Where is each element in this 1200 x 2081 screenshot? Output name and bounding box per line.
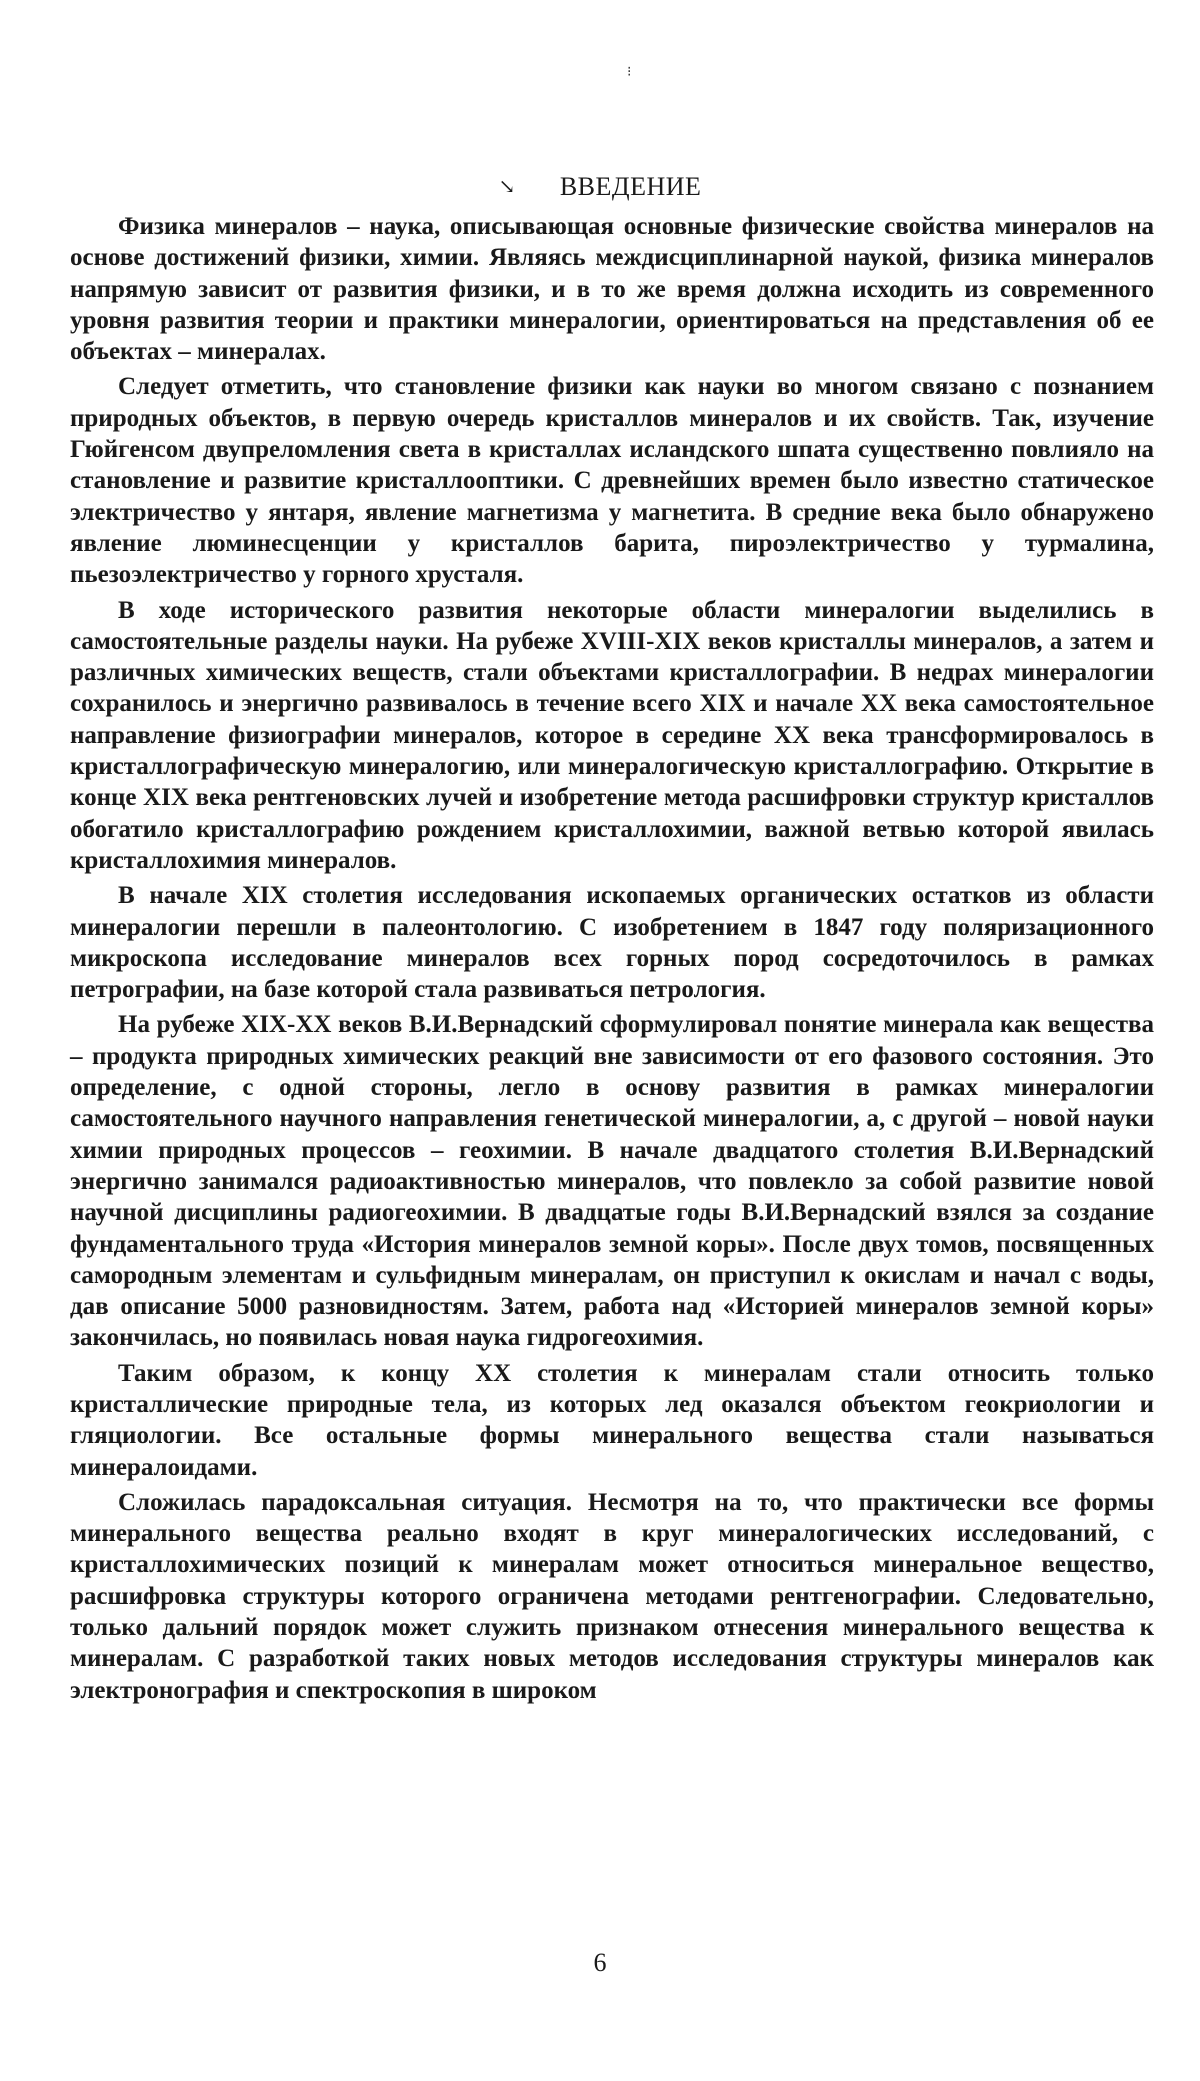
bullet-mark-icon: ↘	[498, 176, 516, 198]
body-text	[70, 211, 1154, 1710]
paragraph-2: Следует отметить, что становление физики как науки во многом связано с познанием природных объектов, в первую очередь кристаллов минералов и их свойств. Так, изучение Гюйгенсом двупреломления света в кристаллах исландского шпата существенно повлияло на становление и развитие кристаллооптики. С древнейших времен было известно статическое электричество у янтаря, явление магнетизма у магнетита. В средние века было обнаружено явление люминесценции у кристаллов барита, пироэлектричество у турмалина, пьезоэлектричество у горного хрусталя.	[70, 373, 1154, 589]
paragraph-4: В начале XIX столетия исследования ископаемых органических остатков из области минералогии перешли в палеонтологию. С изобретением в 1847 году поляризационного микроскопа исследование минералов всех горных пород сосредоточилось в рамках петрографии, на базе которой стала развиваться петрология.	[70, 882, 1154, 1004]
paragraph-3: В ходе исторического развития некоторые области минералогии выделились в самостоятельные разделы науки. На рубеже XVIII-XIX веков кристаллы минералов, а затем и различных химических веществ, стали объектами кристаллографии. В недрах минералогии сохранилось и энергично развивалось в течение всего XIX и начале XX века самостоятельное направление физиографии минералов, которое в середине XX века трансформировалось в кристаллографическую минералогию, или минералогическую кристаллографию. Открытие в конце XIX века рентгеновских лучей и изобретение метода расшифровки структур кристаллов обогатило кристаллографию рождением кристаллохимии, важной ветвью которой явилась кристаллохимия минералов.	[70, 596, 1154, 874]
page-number: 6	[593, 1948, 607, 1977]
heading-text: ВВЕДЕНИЕ	[559, 172, 702, 201]
paragraph-6: Таким образом, к концу XX столетия к минералам стали относить только кристаллические природные тела, из которых лед оказался объектом геокриологии и гляциологии. Все остальные формы минерального вещества стали называться минералоидами.	[70, 1359, 1154, 1481]
paragraph-7: Сложилась парадоксальная ситуация. Несмотря на то, что практически все формы минерального вещества реально входят в круг минералогических исследований, с кристаллохимических позиций к минералам может относиться минеральное вещество, расшифровка структуры которого ограничена методами рентгенографии. Следовательно, только дальний порядок может служить признаком отнесения минерального вещества к минералам. С разработкой таких новых методов исследования структуры минералов как электронография и спектроскопия в широком	[70, 1488, 1154, 1704]
paragraph-5: На рубеже XIX-XX веков В.И.Вернадский сформулировал понятие минерала как вещества – продукта природных химических реакций вне зависимости от его фазового состояния. Это определение, с одной стороны, легло в основу развития в рамках минералогии самостоятельного научного направления генетической минералогии, а, с другой – новой науки химии природных процессов – геохимии. В начале двадцатого столетия В.И.Вернадский энергично занимался радиоактивностью минералов, что повлекло за собой развитие новой научной дисциплины радиогеохимии. В двадцатые годы В.И.Вернадский взялся за создание фундаментального труда «История минералов земной коры». После двух томов, посвященных самородным элементам и сульфидным минералам, он приступил к окислам и начал с воды, дав описание 5000 разновидностям. Затем, работа над «Историей минералов земной коры» закончилась, но появилась новая наука гидрогеохимия.	[70, 1011, 1154, 1352]
section-heading	[0, 172, 1200, 202]
scan-speck: ⁝	[627, 65, 632, 80]
paragraph-1: Физика минералов – наука, описывающая основные физические свойства минералов на основе достижений физики, химии. Являясь междисциплинарной наукой, физика минералов напрямую зависит от развития физики, и в то же время должна исходить из современного уровня развития теории и практики минералогии, ориентироваться на представления об ее объектах – минералах.	[70, 213, 1154, 366]
